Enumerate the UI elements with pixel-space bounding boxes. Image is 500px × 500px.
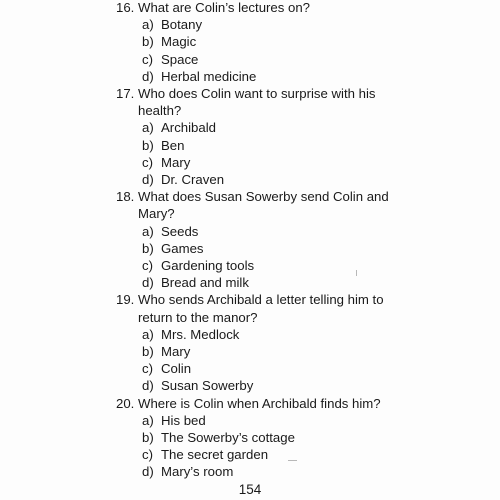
question-text	[104, 0, 424, 16]
option-text: Mary	[161, 344, 191, 360]
answer-option	[104, 240, 424, 257]
option-text: Herbal medicine	[161, 68, 257, 84]
option-letter: a)	[142, 17, 154, 33]
question-text	[104, 395, 424, 412]
option-letter: a)	[142, 223, 154, 239]
option-letter: b)	[142, 34, 154, 50]
option-text: The secret garden	[161, 447, 269, 463]
question-text-continued: Mary?	[138, 206, 175, 222]
option-letter: b)	[142, 240, 154, 256]
answer-option	[104, 360, 424, 377]
option-letter: b)	[142, 137, 154, 153]
question-number: 20.	[116, 395, 135, 411]
option-letter: c)	[142, 51, 153, 67]
question-text	[104, 85, 424, 102]
option-text: Archibald	[161, 120, 216, 136]
page-number: 154	[238, 482, 262, 497]
question-16	[104, 0, 424, 85]
answer-option	[104, 257, 424, 274]
option-text: Magic	[161, 34, 197, 50]
question-line: Where is Colin when Archibald finds him?	[138, 395, 381, 411]
question-line: Who does Colin want to surprise with his	[138, 86, 376, 102]
question-number: 16.	[116, 0, 135, 15]
question-text	[104, 188, 424, 205]
option-letter: c)	[142, 361, 153, 377]
option-text: His bed	[161, 412, 206, 428]
option-text: Mary	[161, 154, 191, 170]
option-text: Botany	[161, 17, 203, 33]
option-text: The Sowerby’s cottage	[161, 430, 295, 446]
option-letter: d)	[142, 172, 154, 188]
answer-option	[104, 137, 424, 154]
question-line: What are Colin’s lectures on?	[138, 0, 311, 15]
option-letter: c)	[142, 447, 153, 463]
option-text: Space	[161, 51, 199, 67]
answer-option	[104, 119, 424, 136]
answer-option	[104, 429, 424, 446]
question-text	[104, 291, 424, 308]
option-text: Mrs. Medlock	[161, 326, 240, 342]
answer-option	[104, 377, 424, 394]
question-20	[104, 395, 424, 481]
answer-option	[104, 446, 424, 463]
option-letter: a)	[142, 120, 154, 136]
answer-option	[104, 16, 424, 33]
question-line: Who sends Archibald a letter telling him to	[138, 292, 384, 308]
answer-option	[104, 463, 424, 480]
question-17	[104, 85, 424, 188]
answer-option	[104, 33, 424, 50]
question-line: What does Susan Sowerby send Colin and	[138, 189, 389, 205]
question-number: 17.	[116, 86, 135, 102]
option-text: Susan Sowerby	[161, 378, 254, 394]
option-text: Ben	[161, 137, 185, 153]
answer-option	[104, 68, 424, 85]
option-text: Games	[161, 240, 204, 256]
option-letter: b)	[142, 344, 154, 360]
option-letter: d)	[142, 378, 154, 394]
option-letter: d)	[142, 275, 154, 291]
answer-option	[104, 326, 424, 343]
option-letter: b)	[142, 430, 154, 446]
option-text: Gardening tools	[161, 258, 255, 274]
answer-option	[104, 274, 424, 291]
option-letter: a)	[142, 326, 154, 342]
option-text: Colin	[161, 361, 192, 377]
option-text: Bread and milk	[161, 275, 249, 291]
option-text: Dr. Craven	[161, 172, 225, 188]
question-number: 19.	[116, 292, 135, 308]
scan-speck	[356, 270, 357, 276]
question-number: 18.	[116, 189, 135, 205]
question-18	[104, 188, 424, 291]
option-letter: d)	[142, 68, 154, 84]
question-text-continued: health?	[138, 103, 182, 119]
option-letter: c)	[142, 258, 153, 274]
answer-option	[104, 51, 424, 68]
question-text-continued: return to the manor?	[138, 309, 258, 325]
option-letter: a)	[142, 412, 154, 428]
answer-option	[104, 171, 424, 188]
answer-option	[104, 343, 424, 360]
option-letter: d)	[142, 464, 154, 480]
option-letter: c)	[142, 154, 153, 170]
scan-speck	[288, 460, 297, 461]
question-19	[104, 291, 424, 394]
answer-option	[104, 223, 424, 240]
answer-option	[104, 412, 424, 429]
option-text: Mary’s room	[161, 464, 234, 480]
question-list	[104, 0, 424, 481]
answer-option	[104, 154, 424, 171]
option-text: Seeds	[161, 223, 199, 239]
